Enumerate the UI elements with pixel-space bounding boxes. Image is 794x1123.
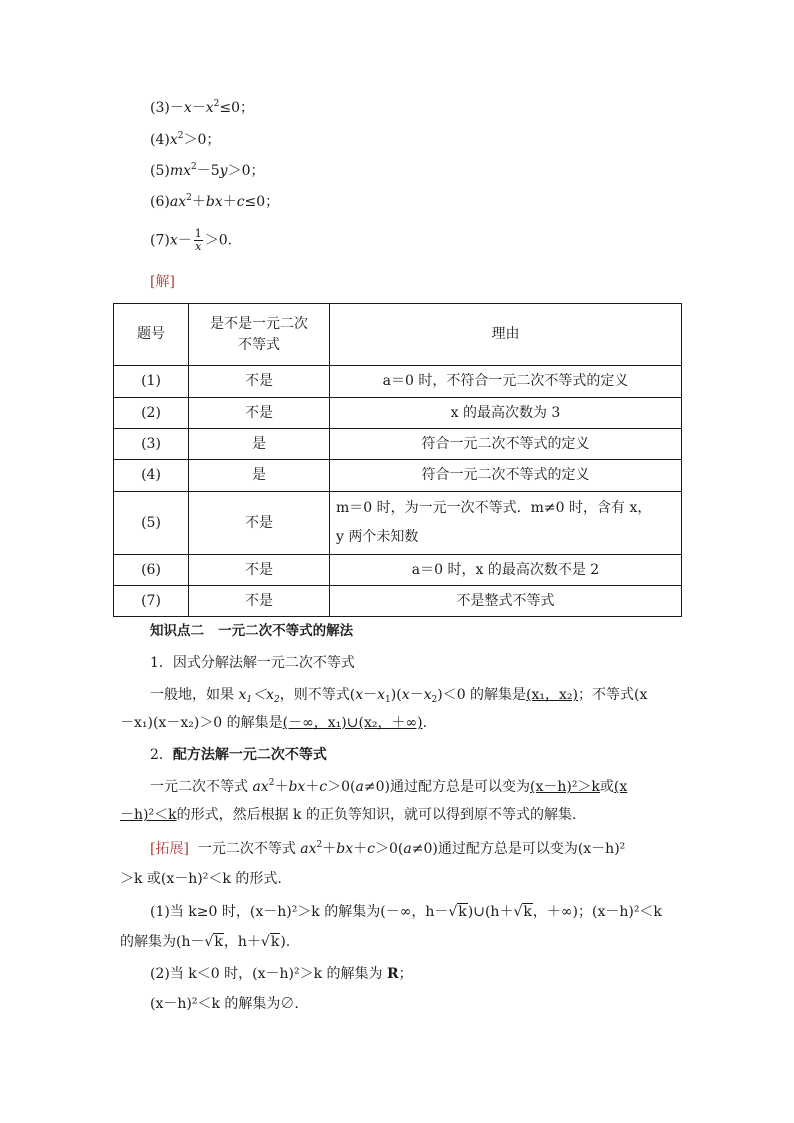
variable: x xyxy=(205,100,214,116)
row-is-quadratic: 不是 xyxy=(189,492,330,555)
variable: y xyxy=(219,163,228,179)
table-row xyxy=(114,460,682,492)
text-run: ，＋∞)；(x－h)²＜k xyxy=(532,904,662,920)
extension-case-2-line-1 xyxy=(150,961,413,987)
row-is-quadratic: 不是 xyxy=(189,586,330,617)
item-label: (6) xyxy=(150,194,170,210)
exponent: 2 xyxy=(177,131,184,141)
solution-tag: [解] xyxy=(150,274,175,290)
text-run: 通过配方总是可以变为 xyxy=(389,779,530,795)
row-is-quadratic: 不是 xyxy=(189,366,330,398)
extension-tag: [拓展] xyxy=(150,841,189,857)
reason-line: m＝0 时，为一元一次不等式．m≠0 时，含有 x， xyxy=(336,500,652,516)
exponent: 2 xyxy=(186,193,192,203)
text-run: 通过配方总是可以变为(x－h)² xyxy=(437,841,626,857)
subheading-title: 因式分解法解一元二次不等式 xyxy=(172,655,355,671)
variable: x xyxy=(183,100,192,116)
extension-case-1-line-2: 的解集为(h－√k，h＋√k). xyxy=(120,934,291,950)
table-row xyxy=(114,398,682,429)
variable: bx xyxy=(205,194,223,210)
header-cell-number: 题号 xyxy=(114,304,189,366)
subheading-number: 2． xyxy=(150,747,173,763)
relation: ＞0. xyxy=(204,232,233,249)
row-number: (1) xyxy=(114,366,189,398)
relation: ＞0； xyxy=(227,163,265,179)
reason-line: y 两个未知数 xyxy=(336,529,419,545)
variable: x xyxy=(169,132,178,148)
math-x1-lt-x2: $x_1<x_2$ xyxy=(238,687,280,705)
exponent: 2 xyxy=(213,99,220,109)
sqrt-k: k xyxy=(458,904,467,920)
answer-blank-1: (x₁，x₂) xyxy=(526,687,579,703)
operator: ＋ xyxy=(191,194,206,210)
sqrt-k: k xyxy=(270,934,280,950)
row-number: (3) xyxy=(114,429,189,460)
row-number: (2) xyxy=(114,398,189,429)
variable: x xyxy=(169,232,178,249)
item-label: (7) xyxy=(150,232,170,249)
subheading-1 xyxy=(150,650,355,676)
variable: ax xyxy=(169,194,187,210)
row-number: (4) xyxy=(114,460,189,492)
subheading-title: 配方法解一元二次不等式 xyxy=(172,747,327,763)
text-run: (2)当 k＜0 时，(x－h)²＞k 的解集为 xyxy=(150,966,387,982)
row-is-quadratic: 是 xyxy=(189,429,330,460)
relation: ≤0； xyxy=(244,194,280,210)
variable: mx xyxy=(169,163,192,179)
text-run: 的形式，然后根据 k 的正负等知识，就可以得到原不等式的解集. xyxy=(176,807,577,823)
item-label: (5) xyxy=(150,163,170,179)
row-number: (5) xyxy=(114,492,189,555)
inequality-item-5 xyxy=(150,161,265,181)
paragraph-1-line-1: 一般地，如果 $x_1<x_2$，则不等式$(x-x_1)(x-x_2)<0$ 的解集是(x₁，x₂)；不等式(x xyxy=(150,687,648,705)
relation: ≤0； xyxy=(219,100,255,116)
text-run: 一元二次不等式 xyxy=(197,841,301,857)
section-label: 知识点二 xyxy=(150,623,204,639)
subheading-2 xyxy=(150,742,327,768)
inequality-item-7 xyxy=(150,228,232,253)
header-cell-reason: 理由 xyxy=(330,304,682,366)
section-title: 一元二次不等式的解法 xyxy=(218,623,354,639)
row-is-quadratic: 是 xyxy=(189,460,330,492)
header-line: 是不是一元二次 xyxy=(210,315,308,332)
subheading-number: 1． xyxy=(150,655,173,671)
sqrt-k: k xyxy=(523,904,532,920)
operator: － xyxy=(191,100,206,116)
inequality-item-3 xyxy=(150,98,254,118)
real-numbers-R: R xyxy=(386,966,399,982)
fraction-denominator: x xyxy=(195,240,202,253)
row-reason: 不是整式不等式 xyxy=(330,586,682,617)
exponent: 2 xyxy=(191,162,197,172)
paragraph-2-line-2 xyxy=(120,802,576,828)
row-number: (6) xyxy=(114,555,189,586)
paragraph-2-line-1: 一元二次不等式 $ax^2+bx+c>0(a\ne 0)$通过配方总是可以变为(x－h)²＞k或(x xyxy=(150,778,628,795)
item-label: (3)－ xyxy=(150,100,184,116)
answer-blank-3: (x－h)²＞k xyxy=(529,779,600,795)
fraction xyxy=(194,228,203,253)
solution-table xyxy=(113,303,682,617)
paragraph-1-line-2 xyxy=(120,710,427,736)
table-row xyxy=(114,366,682,398)
text-run: 一元二次不等式 xyxy=(150,779,253,795)
section-heading xyxy=(150,618,353,644)
text-run: 的解集为(h－ xyxy=(120,934,205,950)
row-reason: 符合一元二次不等式的定义 xyxy=(330,460,682,492)
text-run: 或 xyxy=(599,779,614,795)
operator: － xyxy=(177,232,192,249)
row-number: (7) xyxy=(114,586,189,617)
row-reason: a＝0 时，不符合一元二次不等式的定义 xyxy=(330,366,682,398)
row-reason: a＝0 时，x 的最高次数不是 2 xyxy=(330,555,682,586)
row-reason: 符合一元二次不等式的定义 xyxy=(330,429,682,460)
text-run: ). xyxy=(280,934,291,950)
fraction-numerator: 1 xyxy=(194,227,202,240)
table-header-row xyxy=(114,304,682,366)
extension-line-2: ＞k 或(x－h)²＜k 的形式. xyxy=(120,871,282,887)
relation: ＞0； xyxy=(183,132,221,148)
variable: c xyxy=(236,194,245,210)
extension-case-1-line-1: (1)当 k≥0 时，(x－h)²＞k 的解集为(－∞，h－√k)∪(h＋√k，＋∞)；(x－h)²＜k xyxy=(150,904,662,920)
extension-case-2-line-2: (x－h)²＜k 的解集为∅. xyxy=(150,996,299,1012)
text-run: ＜0 的解集是 xyxy=(442,687,527,703)
table-row xyxy=(114,555,682,586)
text-run: )∪(h＋ xyxy=(467,904,514,920)
answer-blank-4: (x xyxy=(613,779,628,795)
text-run: ，则不等式 xyxy=(279,687,350,703)
text-run: (1)当 k≥0 时，(x－h)²＞k 的解集为(－∞，h－ xyxy=(150,904,449,920)
row-is-quadratic: 不是 xyxy=(189,398,330,429)
text-run: ； xyxy=(398,966,413,982)
extension-line-1: [拓展] 一元二次不等式 $ax^2+bx+c>0(a\ne 0)$通过配方总是可以变为(x－h)² xyxy=(150,840,626,857)
header-line: 不等式 xyxy=(238,336,280,353)
header-cell-is-quadratic xyxy=(189,304,330,366)
table-row xyxy=(114,492,682,555)
row-reason: x 的最高次数为 3 xyxy=(330,398,682,429)
text-run: －x₁)(x－x₂)＞0 的解集是 xyxy=(120,715,283,731)
table-row xyxy=(114,429,682,460)
text-run: . xyxy=(422,715,428,731)
answer-blank-2: (－∞，x₁)∪(x₂，＋∞) xyxy=(282,715,423,731)
answer-blank-4-cont: －h)²＜k xyxy=(120,807,177,823)
inequality-item-4 xyxy=(150,130,220,150)
operator: －5 xyxy=(196,163,220,179)
item-label: (4) xyxy=(150,132,170,148)
text-run: ；不等式(x xyxy=(578,687,648,703)
row-is-quadratic: 不是 xyxy=(189,555,330,586)
sqrt-k: k xyxy=(214,934,223,950)
text-run: 一般地，如果 xyxy=(150,687,239,703)
text-run: ，h＋ xyxy=(223,934,261,950)
table-row xyxy=(114,586,682,617)
row-reason xyxy=(330,492,682,555)
inequality-item-6 xyxy=(150,192,279,212)
operator: ＋ xyxy=(222,194,237,210)
